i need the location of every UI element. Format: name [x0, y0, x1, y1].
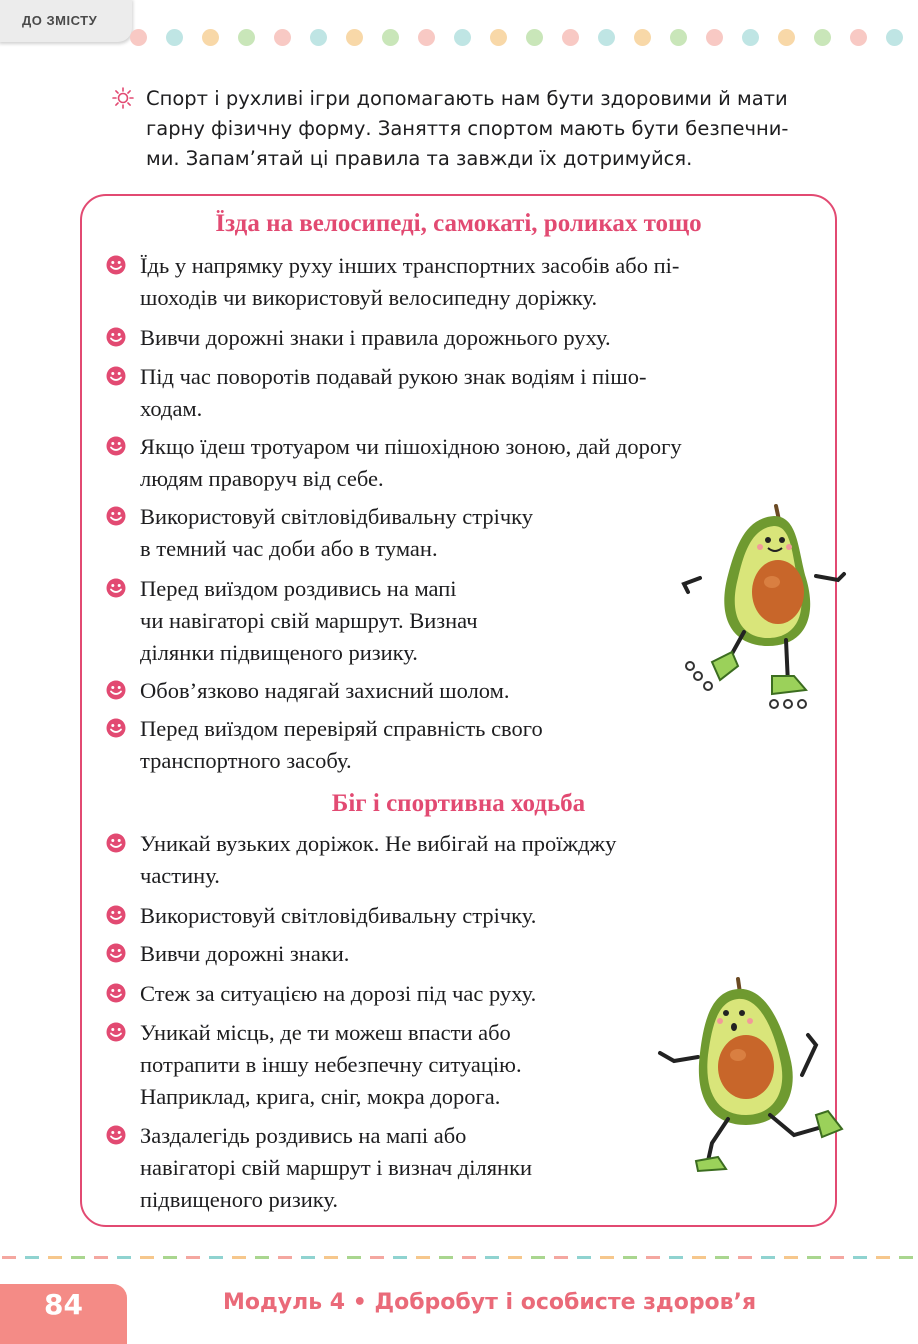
- decorative-dot: [562, 29, 579, 46]
- decorative-dot: [238, 29, 255, 46]
- rule-line: Вивчи дорожні знаки.: [140, 941, 350, 966]
- rule-line: транспортного засобу.: [140, 748, 352, 773]
- decorative-dashed-line: [0, 1256, 918, 1260]
- rule-line: людям праворуч від себе.: [140, 466, 384, 491]
- rule-item: [106, 573, 478, 669]
- decorative-dot: [706, 29, 723, 46]
- decorative-dot: [778, 29, 795, 46]
- toc-button[interactable]: [0, 0, 132, 42]
- smiley-bullet-icon: [106, 436, 126, 456]
- rule-line: чи навігаторі свій маршрут. Визнач: [140, 608, 478, 633]
- rule-item: [106, 900, 536, 932]
- rule-line: Використовуй світловідбивальну стрічку.: [140, 903, 537, 928]
- decorative-dot: [670, 29, 687, 46]
- smiley-bullet-icon: [106, 1125, 126, 1145]
- smiley-bullet-icon: [106, 578, 126, 598]
- section-title-cycling: Їзда на велосипеді, самокаті, роликах тощо: [215, 210, 702, 237]
- rule-item: [106, 501, 533, 565]
- rule-line: Заздалегідь роздивись на мапі або: [140, 1123, 467, 1148]
- rule-line: Під час поворотів подавай рукою знак водіям і пішо-: [140, 364, 647, 389]
- rule-line: в темний час доби або в туман.: [140, 536, 438, 561]
- rule-item: [106, 361, 646, 425]
- rule-item: [106, 250, 679, 314]
- smiley-bullet-icon: [106, 255, 126, 275]
- smiley-bullet-icon: [106, 680, 126, 700]
- rule-line: Якщо їдеш тротуаром чи пішохідною зоною, дай дорогу: [140, 434, 682, 459]
- rule-line: Уникай місць, де ти можеш впасти або: [140, 1020, 511, 1045]
- intro-paragraph: [112, 84, 872, 174]
- rule-line: навігаторі свій маршрут і визнач ділянки: [140, 1155, 533, 1180]
- rule-line: Перед виїздом перевіряй справність свого: [140, 716, 543, 741]
- module-title: Модуль 4 • Добробут і особисте здоров’я: [223, 1290, 757, 1315]
- decorative-dot: [274, 29, 291, 46]
- smiley-bullet-icon: [106, 1022, 126, 1042]
- decorative-dot: [130, 29, 147, 46]
- sun-icon: [112, 87, 134, 109]
- rule-line: Стеж за ситуацією на дорозі під час руху.: [140, 981, 537, 1006]
- smiley-bullet-icon: [106, 943, 126, 963]
- decorative-dot: [346, 29, 363, 46]
- rule-line: Їдь у напрямку руху інших транспортних засобів або пі-: [140, 253, 680, 278]
- rule-line: частину.: [140, 863, 220, 888]
- rule-item: [106, 1017, 522, 1113]
- toc-button-label: ДО ЗМІСТУ: [22, 12, 98, 28]
- smiley-bullet-icon: [106, 905, 126, 925]
- decorative-dot: [634, 29, 651, 46]
- smiley-bullet-icon: [106, 983, 126, 1003]
- decorative-dot: [526, 29, 543, 46]
- decorative-dot-row: [130, 29, 910, 47]
- decorative-dot: [598, 29, 615, 46]
- rule-line: ділянки підвищеного ризику.: [140, 640, 418, 665]
- rule-line: Наприклад, крига, сніг, мокра дорога.: [140, 1084, 501, 1109]
- decorative-dot: [166, 29, 183, 46]
- avocado-running-illustration: [654, 975, 849, 1185]
- rule-line: Обов’язково надягай захисний шолом.: [140, 678, 510, 703]
- smiley-bullet-icon: [106, 833, 126, 853]
- rule-item: [106, 938, 349, 970]
- section-title-running: Біг і спортивна ходьба: [331, 790, 586, 817]
- rule-line: Використовуй світловідбивальну стрічку: [140, 504, 534, 529]
- rule-line: потрапити в іншу небезпечну ситуацію.: [140, 1052, 522, 1077]
- rule-item: [106, 713, 543, 777]
- smiley-bullet-icon: [106, 366, 126, 386]
- decorative-dot: [814, 29, 831, 46]
- page-number: 84: [44, 1288, 83, 1321]
- decorative-dot: [310, 29, 327, 46]
- smiley-bullet-icon: [106, 718, 126, 738]
- decorative-dot: [886, 29, 903, 46]
- rule-line: Вивчи дорожні знаки і правила дорожнього руху.: [140, 325, 611, 350]
- intro-line: Спорт і рухливі ігри допомагають нам бути здоровими й мати: [146, 87, 788, 110]
- rule-item: [106, 431, 682, 495]
- rule-item: [106, 978, 536, 1010]
- decorative-dot: [382, 29, 399, 46]
- rule-line: Перед виїздом роздивись на мапі: [140, 576, 457, 601]
- intro-line: гарну фізичну форму. Заняття спортом мають бути безпечни-: [146, 117, 789, 140]
- decorative-dot: [490, 29, 507, 46]
- smiley-bullet-icon: [106, 506, 126, 526]
- rule-line: Уникай вузьких доріжок. Не вибігай на проїжджу: [140, 831, 617, 856]
- rule-line: ходам.: [140, 396, 203, 421]
- rule-line: шоходів чи використовуй велосипедну доріжку.: [140, 285, 598, 310]
- intro-line: ми. Запам’ятай ці правила та завжди їх дотримуйся.: [146, 147, 693, 170]
- rule-line: підвищеного ризику.: [140, 1187, 339, 1212]
- page-number-box: [0, 1284, 127, 1344]
- rule-item: [106, 322, 611, 354]
- rule-item: [106, 828, 616, 892]
- decorative-dot: [454, 29, 471, 46]
- avocado-rollerskating-illustration: [676, 500, 851, 715]
- rule-item: [106, 675, 509, 707]
- decorative-dot: [418, 29, 435, 46]
- smiley-bullet-icon: [106, 327, 126, 347]
- decorative-dot: [850, 29, 867, 46]
- decorative-dot: [202, 29, 219, 46]
- decorative-dot: [742, 29, 759, 46]
- rule-item: [106, 1120, 532, 1216]
